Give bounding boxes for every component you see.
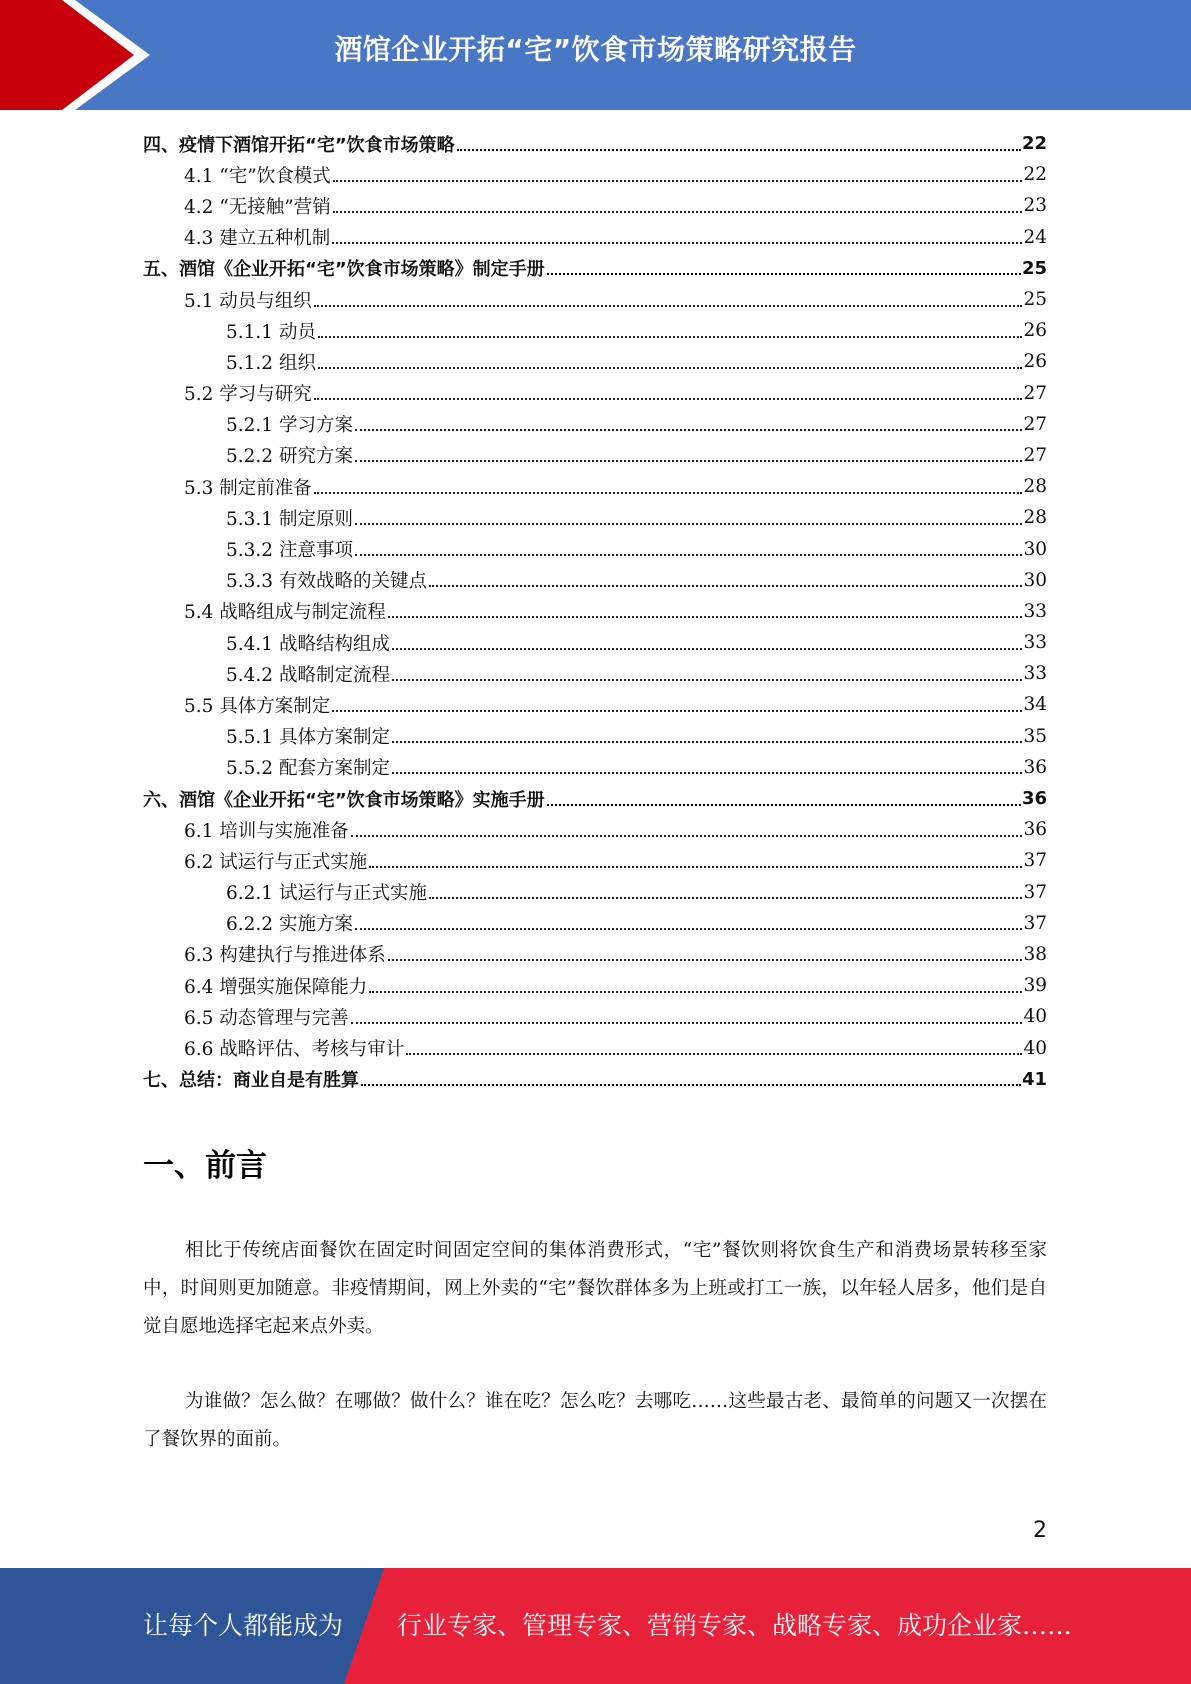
toc-entry-title: 5.3.1 制定原则 <box>226 508 353 530</box>
toc-leader-dots <box>369 866 1022 868</box>
toc-leader-dots <box>355 460 1023 462</box>
toc-leader-dots <box>429 897 1022 899</box>
toc-entry-title: 5.5 具体方案制定 <box>184 695 331 717</box>
table-of-contents <box>143 128 1047 1095</box>
toc-leader-dots <box>392 772 1022 774</box>
page-header <box>0 0 1191 110</box>
section-heading: 一、前言 <box>143 1148 267 1184</box>
toc-leader-dots <box>332 710 1022 712</box>
toc-entry-title: 5.3.3 有效战略的关键点 <box>226 571 427 593</box>
toc-entry[interactable] <box>143 1064 1047 1095</box>
toc-leader-dots <box>392 648 1022 650</box>
toc-leader-dots <box>388 959 1023 961</box>
toc-entry-title: 5.4.2 战略制定流程 <box>226 664 390 686</box>
toc-entry-title: 6.1 培训与实施准备 <box>184 820 349 842</box>
toc-entry-title: 七、总结：商业自是有胜算 <box>143 1070 359 1092</box>
toc-entry[interactable] <box>143 721 1047 752</box>
toc-leader-dots <box>314 398 1023 400</box>
toc-entry-page: 33 <box>1023 632 1047 654</box>
toc-entry[interactable] <box>143 908 1047 939</box>
toc-entry-title: 6.2.2 实施方案 <box>226 914 353 936</box>
toc-entry-page: 24 <box>1023 226 1047 248</box>
toc-entry-title: 6.2.1 试运行与正式实施 <box>226 883 427 905</box>
toc-entry-page: 23 <box>1023 195 1047 217</box>
toc-entry-title: 4.2 “无接触”营销 <box>184 196 331 218</box>
toc-entry-page: 40 <box>1023 1037 1047 1059</box>
toc-entry[interactable] <box>143 783 1047 814</box>
toc-entry-page: 30 <box>1023 538 1047 560</box>
toc-entry-title: 四、疫情下酒馆开拓“宅”饮食市场策略 <box>143 134 455 156</box>
toc-entry[interactable] <box>143 627 1047 658</box>
toc-entry[interactable] <box>143 877 1047 908</box>
toc-entry-title: 5.2 学习与研究 <box>184 384 312 406</box>
toc-leader-dots <box>388 616 1023 618</box>
toc-leader-dots <box>333 180 1023 182</box>
toc-entry-page: 27 <box>1023 444 1047 466</box>
toc-entry-title: 5.1.1 动员 <box>226 321 316 343</box>
toc-entry[interactable] <box>143 565 1047 596</box>
toc-entry-page: 30 <box>1023 569 1047 591</box>
toc-entry-title: 五、酒馆《企业开拓“宅”饮食市场策略》制定手册 <box>143 259 545 281</box>
toc-leader-dots <box>314 492 1023 494</box>
toc-leader-dots <box>314 305 1023 307</box>
toc-entry-page: 28 <box>1023 507 1047 529</box>
footer-slogan-right: 行业专家、管理专家、营销专家、战略专家、成功企业家…… <box>397 1611 1073 1640</box>
toc-entry-page: 36 <box>1021 788 1047 810</box>
toc-leader-dots <box>351 1022 1023 1024</box>
toc-entry[interactable] <box>143 845 1047 876</box>
toc-entry-page: 34 <box>1023 694 1047 716</box>
toc-entry-page: 35 <box>1023 725 1047 747</box>
toc-leader-dots <box>355 429 1023 431</box>
toc-entry-title: 4.1 “宅”饮食模式 <box>184 165 331 187</box>
toc-entry[interactable] <box>143 440 1047 471</box>
toc-entry-page: 33 <box>1023 600 1047 622</box>
toc-entry-title: 6.4 增强实施保障能力 <box>184 976 368 998</box>
report-title: 酒馆企业开拓“宅”饮食市场策略研究报告 <box>334 33 857 66</box>
toc-entry-page: 25 <box>1023 289 1047 311</box>
toc-entry-page: 36 <box>1023 756 1047 778</box>
toc-entry[interactable] <box>143 596 1047 627</box>
toc-entry[interactable] <box>143 190 1047 221</box>
toc-entry-page: 40 <box>1023 1006 1047 1028</box>
toc-entry[interactable] <box>143 752 1047 783</box>
paragraph: 相比于传统店面餐饮在固定时间固定空间的集体消费形式，“宅”餐饮则将饮食生产和消费场景转移至家中，时间则更加随意。非疫情期间，网上外卖的“宅”餐饮群体多为上班或打工一族，以年轻人居多，他们是自觉自愿地选择宅起来点外卖。 <box>143 1240 1047 1337</box>
toc-entry-title: 5.1 动员与组织 <box>184 290 312 312</box>
toc-entry-page: 28 <box>1023 476 1047 498</box>
toc-entry-page: 26 <box>1023 320 1047 342</box>
toc-entry-title: 5.3.2 注意事项 <box>226 540 353 562</box>
toc-entry[interactable] <box>143 378 1047 409</box>
toc-entry[interactable] <box>143 253 1047 284</box>
toc-entry[interactable] <box>143 533 1047 564</box>
toc-entry-page: 27 <box>1023 413 1047 435</box>
toc-leader-dots <box>406 1053 1022 1055</box>
toc-leader-dots <box>369 991 1022 993</box>
toc-entry[interactable] <box>143 222 1047 253</box>
toc-entry-title: 6.6 战略评估、考核与审计 <box>184 1039 405 1061</box>
toc-entry[interactable] <box>143 471 1047 502</box>
toc-leader-dots <box>355 928 1023 930</box>
toc-entry-page: 22 <box>1021 133 1047 155</box>
paragraph: 为谁做？怎么做？在哪做？做什么？谁在吃？怎么吃？去哪吃……这些最古老、最简单的问题又一次摆在了餐饮界的面前。 <box>143 1391 1047 1450</box>
toc-entry-page: 41 <box>1021 1068 1047 1090</box>
page-footer <box>0 1568 1191 1684</box>
toc-entry[interactable] <box>143 502 1047 533</box>
toc-leader-dots <box>318 367 1023 369</box>
toc-entry-title: 5.4 战略组成与制定流程 <box>184 602 386 624</box>
toc-entry-title: 5.4.1 战略结构组成 <box>226 633 390 655</box>
toc-entry[interactable] <box>143 284 1047 315</box>
toc-entry-page: 26 <box>1023 351 1047 373</box>
toc-entry-title: 6.3 构建执行与推进体系 <box>184 945 386 967</box>
toc-entry[interactable] <box>143 689 1047 720</box>
toc-leader-dots <box>429 585 1022 587</box>
toc-entry[interactable] <box>143 814 1047 845</box>
toc-leader-dots <box>457 149 1021 151</box>
toc-leader-dots <box>351 835 1023 837</box>
toc-entry[interactable] <box>143 1032 1047 1063</box>
toc-entry[interactable] <box>143 658 1047 689</box>
toc-entry-title: 5.5.1 具体方案制定 <box>226 727 390 749</box>
toc-entry[interactable] <box>143 315 1047 346</box>
footer-slogan-left: 让每个人都能成为 <box>143 1611 344 1640</box>
toc-entry[interactable] <box>143 128 1047 159</box>
toc-entry-page: 37 <box>1023 881 1047 903</box>
toc-leader-dots <box>355 554 1023 556</box>
toc-entry-page: 22 <box>1023 164 1047 186</box>
toc-entry-title: 六、酒馆《企业开拓“宅”饮食市场策略》实施手册 <box>143 789 545 811</box>
toc-leader-dots <box>333 211 1023 213</box>
toc-entry-title: 4.3 建立五种机制 <box>184 228 331 250</box>
toc-entry[interactable] <box>143 970 1047 1001</box>
toc-entry-title: 5.1.2 组织 <box>226 352 316 374</box>
toc-entry-page: 36 <box>1023 819 1047 841</box>
toc-entry-title: 5.3 制定前准备 <box>184 477 312 499</box>
page-number: 2 <box>1033 1518 1047 1543</box>
toc-leader-dots <box>547 273 1021 275</box>
toc-entry-title: 5.5.2 配套方案制定 <box>226 758 390 780</box>
toc-entry-title: 6.5 动态管理与完善 <box>184 1007 349 1029</box>
toc-leader-dots <box>547 804 1021 806</box>
toc-entry-page: 33 <box>1023 663 1047 685</box>
toc-entry[interactable] <box>143 939 1047 970</box>
toc-entry-page: 37 <box>1023 850 1047 872</box>
toc-entry-page: 27 <box>1023 382 1047 404</box>
toc-entry-page: 25 <box>1021 257 1047 279</box>
toc-entry-title: 5.2.1 学习方案 <box>226 415 353 437</box>
toc-leader-dots <box>361 1084 1021 1086</box>
toc-entry-page: 37 <box>1023 912 1047 934</box>
toc-leader-dots <box>318 336 1023 338</box>
toc-entry-page: 39 <box>1023 975 1047 997</box>
toc-entry[interactable] <box>143 159 1047 190</box>
toc-entry-title: 6.2 试运行与正式实施 <box>184 851 368 873</box>
toc-entry[interactable] <box>143 1001 1047 1032</box>
toc-entry[interactable] <box>143 409 1047 440</box>
toc-entry-page: 38 <box>1023 943 1047 965</box>
toc-leader-dots <box>332 242 1022 244</box>
toc-leader-dots <box>392 679 1022 681</box>
toc-entry[interactable] <box>143 346 1047 377</box>
toc-leader-dots <box>355 523 1023 525</box>
toc-entry-title: 5.2.2 研究方案 <box>226 446 353 468</box>
toc-leader-dots <box>392 741 1022 743</box>
